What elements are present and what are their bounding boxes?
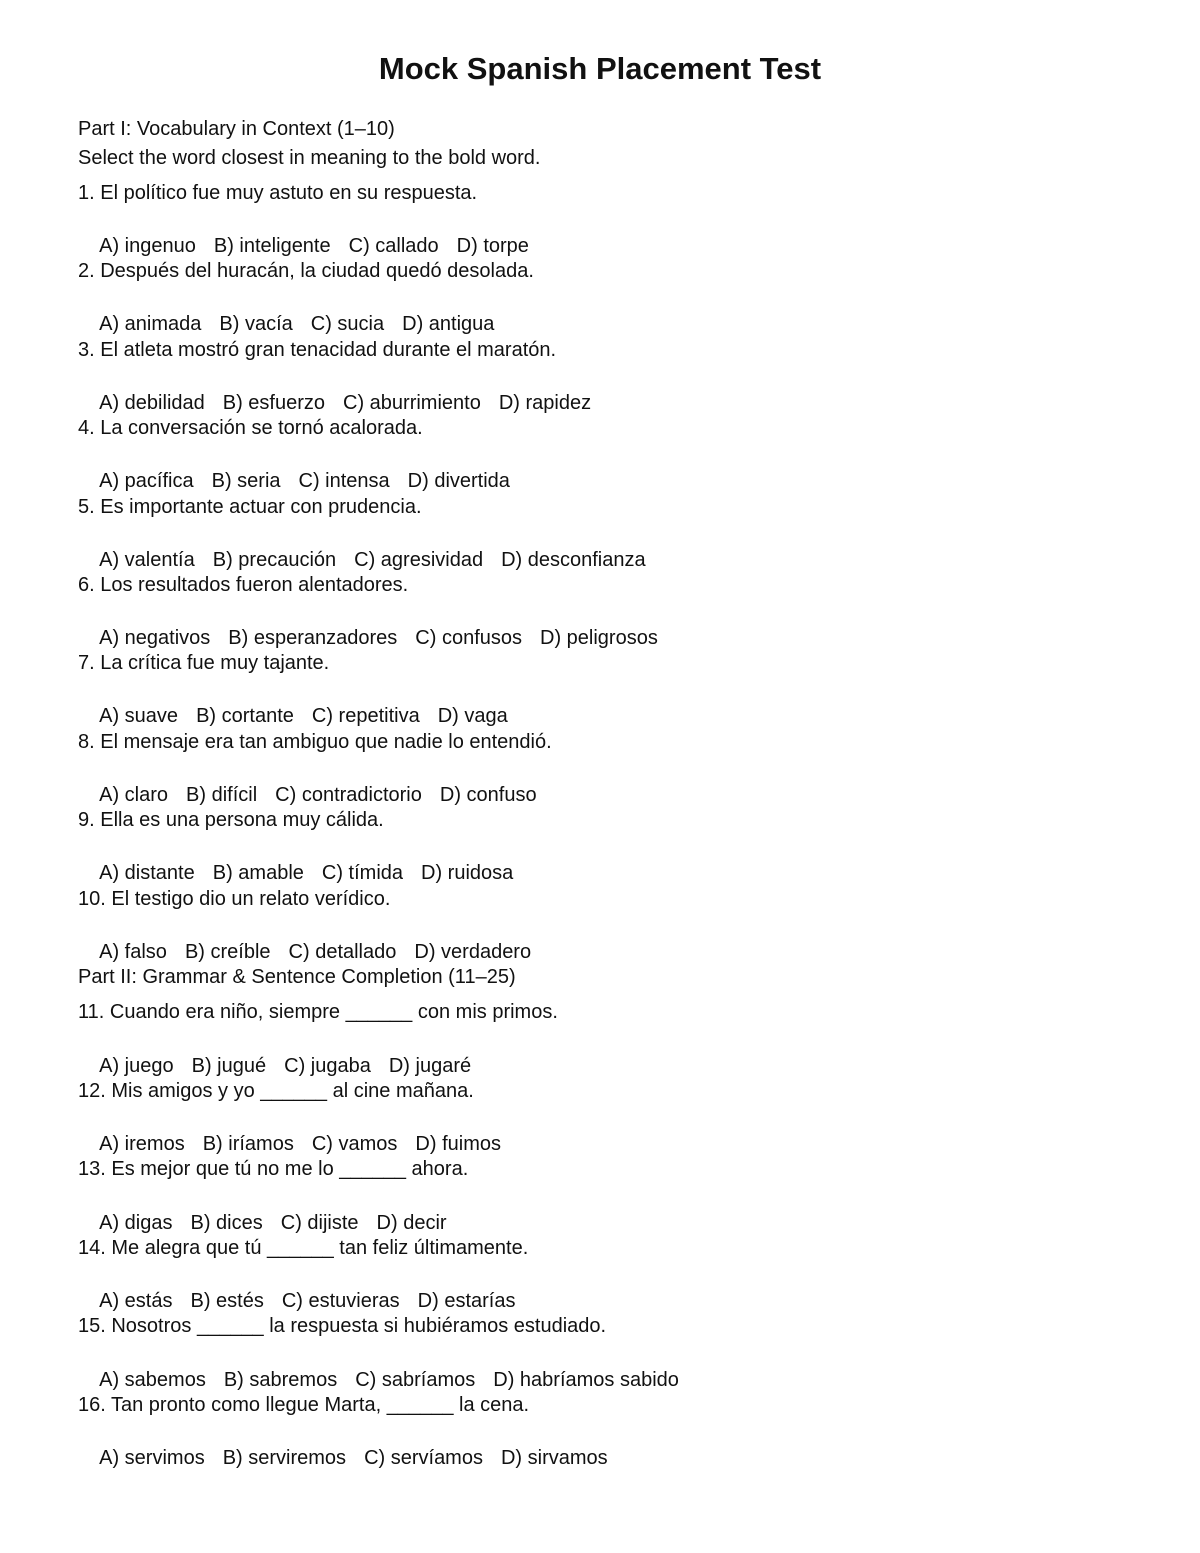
- question-12-option-b: B) iríamos: [202, 1133, 294, 1155]
- question-5-option-c: C) agresividad: [354, 549, 484, 571]
- question-11-option-b: B) jugué: [191, 1055, 267, 1077]
- question-10-option-d: D) verdadero: [414, 941, 532, 963]
- question-3-option-b: B) esfuerzo: [222, 392, 326, 414]
- question-1-option-c: C) callado: [348, 235, 439, 257]
- question-14-option-a: A) estás: [99, 1290, 173, 1312]
- question-8-option-c: C) contradictorio: [275, 784, 422, 806]
- page-title: Mock Spanish Placement Test: [378, 51, 822, 86]
- question-6-option-d: D) peligrosos: [540, 627, 658, 649]
- question-14-option-d: D) estarías: [417, 1290, 516, 1312]
- question-5-option-a: A) valentía: [99, 549, 195, 571]
- question-8-option-a: A) claro: [99, 784, 169, 806]
- part1-heading: Part I: Vocabulary in Context (1–10): [78, 118, 395, 140]
- question-9-option-c: C) tímida: [321, 862, 404, 884]
- question-8-prompt: 8. El mensaje era tan ambiguo que nadie lo entendió.: [78, 731, 552, 753]
- question-2-option-d: D) antigua: [402, 313, 495, 335]
- question-1-option-a: A) ingenuo: [99, 235, 196, 257]
- question-9-prompt: 9. Ella es una persona muy cálida.: [78, 809, 384, 831]
- question-1-option-b: B) inteligente: [213, 235, 331, 257]
- question-2-prompt: 2. Después del huracán, la ciudad quedó desolada.: [78, 260, 534, 282]
- question-2-option-b: B) vacía: [219, 313, 293, 335]
- question-10-option-a: A) falso: [99, 941, 167, 963]
- question-6-option-c: C) confusos: [415, 627, 522, 649]
- part1-instruction: Select the word closest in meaning to the bold word.: [78, 147, 541, 169]
- question-9-option-d: D) ruidosa: [421, 862, 514, 884]
- question-11-option-a: A) juego: [99, 1055, 174, 1077]
- question-16-prompt: 16. Tan pronto como llegue Marta, ______ la cena.: [78, 1394, 530, 1416]
- question-3-option-c: C) aburrimiento: [343, 392, 481, 414]
- question-15-option-a: A) sabemos: [99, 1369, 206, 1391]
- question-14-option-c: C) estuvieras: [281, 1290, 400, 1312]
- question-7-option-d: D) vaga: [437, 705, 508, 727]
- question-12-prompt: 12. Mis amigos y yo ______ al cine mañana.: [78, 1080, 474, 1102]
- question-7-option-c: C) repetitiva: [311, 705, 420, 727]
- question-1-option-d: D) torpe: [456, 235, 529, 257]
- question-4-option-a: A) pacífica: [99, 470, 194, 492]
- question-6-prompt: 6. Los resultados fueron alentadores.: [78, 574, 409, 596]
- question-5-option-b: B) precaución: [212, 549, 337, 571]
- question-15-option-d: D) habríamos sabido: [493, 1369, 679, 1391]
- question-8-option-d: D) confuso: [439, 784, 537, 806]
- question-2-option-c: C) sucia: [310, 313, 385, 335]
- question-13-option-a: A) digas: [99, 1212, 173, 1234]
- question-15-prompt: 15. Nosotros ______ la respuesta si hubiéramos estudiado.: [78, 1315, 607, 1337]
- question-8-option-b: B) difícil: [186, 784, 258, 806]
- question-4-option-d: D) divertida: [407, 470, 510, 492]
- question-14-option-b: B) estés: [190, 1290, 264, 1312]
- question-15-option-c: C) sabríamos: [355, 1369, 476, 1391]
- question-5-option-d: D) desconfianza: [501, 549, 646, 571]
- question-13-option-c: C) dijiste: [280, 1212, 359, 1234]
- question-12-option-c: C) vamos: [311, 1133, 398, 1155]
- question-4-prompt: 4. La conversación se tornó acalorada.: [78, 417, 423, 439]
- question-12-option-d: D) fuimos: [415, 1133, 501, 1155]
- question-13-prompt: 13. Es mejor que tú no me lo ______ ahora.: [78, 1158, 469, 1180]
- question-14-prompt: 14. Me alegra que tú ______ tan feliz últimamente.: [78, 1237, 529, 1259]
- question-10-prompt: 10. El testigo dio un relato verídico.: [78, 888, 391, 910]
- question-13-option-d: D) decir: [376, 1212, 447, 1234]
- question-12-option-a: A) iremos: [99, 1133, 185, 1155]
- question-13-option-b: B) dices: [190, 1212, 263, 1234]
- question-11-option-d: D) jugaré: [388, 1055, 472, 1077]
- question-11-option-c: C) jugaba: [284, 1055, 371, 1077]
- question-16-option-b: B) serviremos: [222, 1447, 347, 1469]
- question-4-option-c: C) intensa: [298, 470, 390, 492]
- question-16-option-d: D) sirvamos: [500, 1447, 608, 1469]
- question-3-option-d: D) rapidez: [498, 392, 592, 414]
- question-7-option-a: A) suave: [99, 705, 179, 727]
- question-9-option-a: A) distante: [99, 862, 195, 884]
- question-16-options: [78, 1419, 608, 1497]
- question-2-option-a: A) animada: [99, 313, 202, 335]
- question-15-option-b: B) sabremos: [223, 1369, 338, 1391]
- question-7-prompt: 7. La crítica fue muy tajante.: [78, 652, 330, 674]
- part2-heading: Part II: Grammar & Sentence Completion (11–25): [78, 966, 516, 988]
- question-7-option-b: B) cortante: [196, 705, 294, 727]
- question-3-option-a: A) debilidad: [99, 392, 205, 414]
- question-9-option-b: B) amable: [212, 862, 304, 884]
- question-16-option-a: A) servimos: [99, 1447, 205, 1469]
- question-16-option-c: C) servíamos: [364, 1447, 483, 1469]
- question-1-prompt: 1. El político fue muy astuto en su respuesta.: [78, 182, 478, 204]
- question-6-option-a: A) negativos: [99, 627, 211, 649]
- question-5-prompt: 5. Es importante actuar con prudencia.: [78, 496, 422, 518]
- question-3-prompt: 3. El atleta mostró gran tenacidad durante el maratón.: [78, 339, 557, 361]
- question-10-option-b: B) creíble: [184, 941, 271, 963]
- question-11-prompt: 11. Cuando era niño, siempre ______ con mis primos.: [78, 1001, 558, 1023]
- question-6-option-b: B) esperanzadores: [228, 627, 398, 649]
- question-4-option-b: B) seria: [211, 470, 281, 492]
- question-10-option-c: C) detallado: [288, 941, 397, 963]
